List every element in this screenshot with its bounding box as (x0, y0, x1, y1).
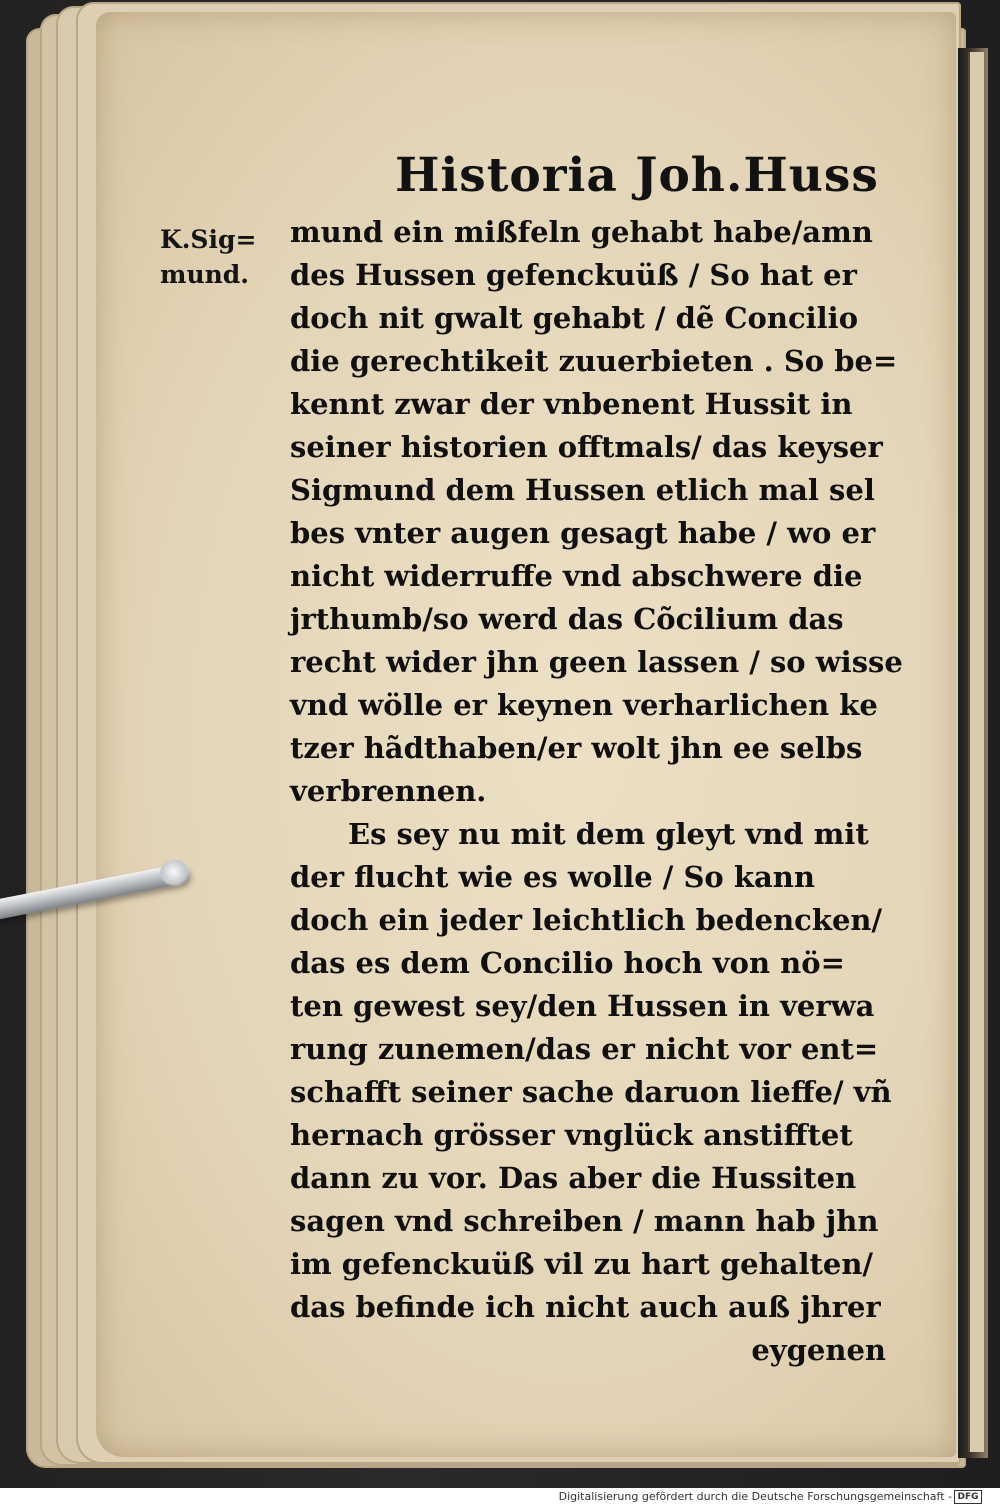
text-line: seiner historien offtmals/ das keyser (290, 430, 883, 464)
text-line: nicht widerruffe vnd abschwere die (290, 559, 863, 593)
text-line: das es dem Concilio hoch von nö= (290, 946, 845, 980)
text-line: vnd wölle er keynen verharlichen ke (290, 688, 878, 722)
text-line: im gefenckuüß vil zu hart gehalten/ (290, 1247, 874, 1281)
dfg-logo-icon: DFG (954, 1490, 982, 1504)
marginal-note (160, 222, 270, 292)
text-line: tzer hãdthaben/er wolt jhn ee selbs (290, 731, 863, 765)
text-line: bes vnter augen gesagt habe / wo er (290, 516, 876, 550)
page-clip-tip (160, 860, 190, 886)
text-line: schafft seiner sache daruon lieffe/ vñ (290, 1075, 892, 1109)
text-line-paragraph-start: Es sey nu mit dem gleyt vnd mit (348, 817, 869, 851)
text-line: der flucht wie es wolle / So kann (290, 860, 815, 894)
footer-credit: Digitalisierung gefördert durch die Deutsche Forschungsgemeinschaft - (558, 1490, 952, 1503)
text-line: doch nit gwalt gehabt / dẽ Concilio (290, 301, 859, 335)
marginal-note-line: mund. (160, 260, 249, 289)
text-line: rung zunemen/das er nicht vor ent= (290, 1032, 879, 1066)
text-line: verbrennen. (290, 774, 487, 808)
text-line: ten gewest sey/den Hussen in verwa (290, 989, 875, 1023)
marginal-note-line: K.Sig= (160, 225, 257, 254)
text-line: die gerechtikeit zuuerbieten . So be= (290, 344, 898, 378)
text-line: mund ein mißfeln gehabt habe/amn (290, 215, 873, 249)
text-line: recht wider jhn geen lassen / so wisse (290, 645, 903, 679)
running-heading: Historia Joh.Huss (395, 148, 879, 203)
text-line: Sigmund dem Hussen etlich mal sel (290, 473, 875, 507)
text-line: kennt zwar der vnbenent Hussit in (290, 387, 853, 421)
text-line: des Hussen gefenckuüß / So hat er (290, 258, 857, 292)
text-line: dann zu vor. Das aber die Hussiten (290, 1161, 857, 1195)
adjacent-page-edge (968, 52, 984, 1452)
text-line: sagen vnd schreiben / mann hab jhn (290, 1204, 879, 1238)
body-text (290, 211, 903, 1372)
text-line: doch ein jeder leichtlich bedencken/ (290, 903, 883, 937)
text-line: hernach grösser vnglück anstifftet (290, 1118, 853, 1152)
catchword: eygenen (751, 1333, 886, 1367)
text-line: das befinde ich nicht auch auß jhrer (290, 1290, 881, 1324)
text-line: jrthumb/so werd das Cõcilium das (290, 602, 844, 636)
